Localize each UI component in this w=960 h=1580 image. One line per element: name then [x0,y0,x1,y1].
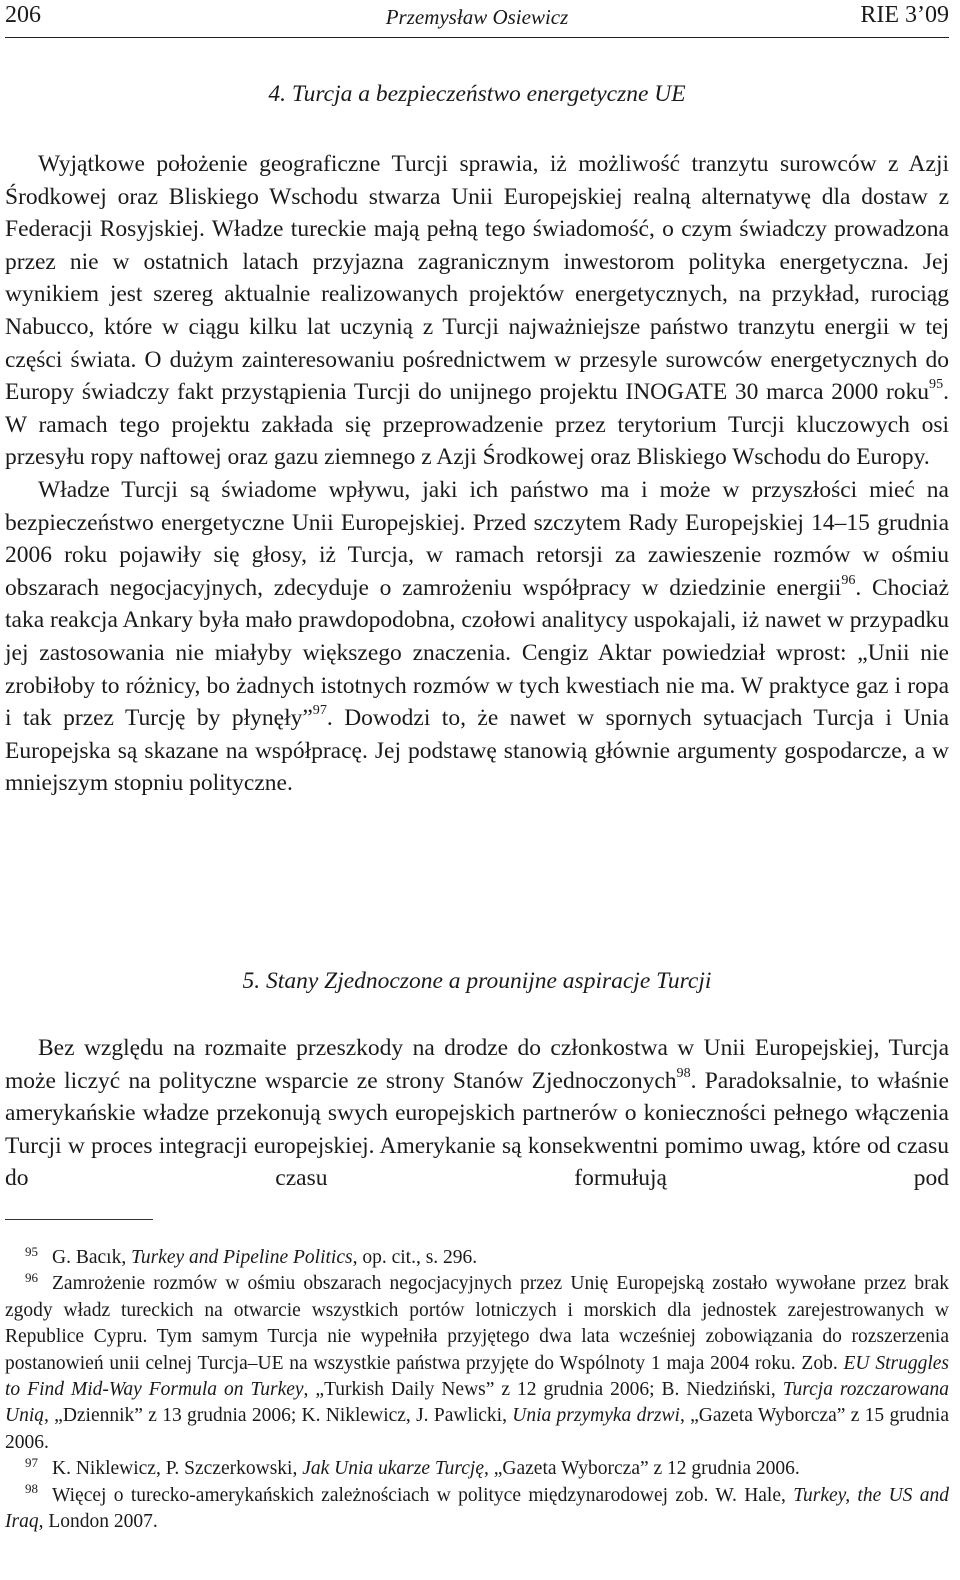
running-author: Przemysław Osiewicz [385,5,569,29]
section-5-paragraph-1: Bez względu na rozmaite przeszkody na drodze do członkostwa w Unii Europejskiej, Turcja może liczyć na polityczne wsparcie ze strony Stanów Zjednoczonych$^{98}$. Paradoksalnie, to właśnie amerykańskie władze przekonują swych europejskich partnerów o konieczności pełnego włączenia Turcji w proces integracji europejskiej. Amerykanie są konsekwentni pomimo uwag, które od czasu do czasu formułują pod [5,1035,949,1192]
section-5-heading: 5. Stany Zjednoczone a prounijne aspiracje Turcji [242,968,712,994]
footnote-ref-98[interactable]: 98 [676,1064,691,1081]
footnote-95: $^{95}$ G. Bacık, Turkey and Pipeline Politics, op. cit., s. 296. [25,1243,478,1268]
section-4-heading: 4. Turcja a bezpieczeństwo energetyczne UE [268,81,686,107]
footnote-96: $^{96}$ Zamrożenie rozmów w ośmiu obszarach negocjacyjnych przez Unię Europejską zostało wywołane przez brak zgody władz tureckich na otwarcie wszystkich portów lotniczych i morskich dla jednostek zarejestrowanych w Republice Cypru. Tym samym Turcja nie wypełniła przyjętego dwa lata wcześniej zobowiązania do rozszerzenia postanowień unii celnej Turcja–UE na wszystkie państwa przyjęte do Wspólnoty 1 maja 2004 roku. Zob. EU Struggles to Find Mid-Way Formula on Turkey, „Turkish Daily News” z 12 grudnia 2006; B. Niedziński, Turcja rozczarowana Unią, „Dziennik” z 13 grudnia 2006; K. Niklewicz, J. Pawlicki, Unia przymyka drzwi, „Gazeta Wyborcza” z 15 grudnia 2006. [5,1269,950,1453]
footnote-98: $^{98}$ Więcej o turecko-amerykańskich zależnościach w polityce międzynarodowej zob. W. Hale, Turkey, the US and Iraq, London 2007. [5,1481,949,1533]
section-4-body [5,148,949,800]
footnotes [5,1245,949,1535]
footnote-ref-95[interactable]: 95 [929,376,944,393]
section-5-body [5,1032,949,1195]
running-header [5,2,949,36]
footnote-ref-96[interactable]: 96 [841,571,856,588]
section-4-paragraph-1: Wyjątkowe położenie geograficzne Turcji sprawia, iż możliwość tranzytu surowców z Azji Środkowej oraz Bliskiego Wschodu stwarza Unii Europejskiej realną alternatywę dla dostaw z Federacji Rosyjskiej. Władze tureckie mają pełną tego świadomość, o czym świadczy prowadzona przez nie w ostatnich latach przyjazna zagranicznym inwestorom polityka energetyczna. Jej wynikiem jest szereg aktualnie realizowanych projektów energetycznych, na przykład, rurociąg Nabucco, które w ciągu kilku lat uczynią z Turcji najważniejsze państwo tranzytu energii w tej części świata. O dużym zainteresowaniu pośrednictwem w przesyle surowców energetycznych do Europy świadczy fakt przystąpienia Turcji do unijnego projektu INOGATE 30 marca 2000 roku$^{95}$. W ramach tego projektu zakłada się przeprowadzenie przez terytorium Turcji kluczowych osi przesyłu ropy naftowej oraz gazu ziemnego z Azji Środkowej oraz Bliskiego Wschodu do Europy. [5,151,949,471]
footnote-ref-97[interactable]: 97 [312,702,327,719]
footnote-rule [5,1219,153,1220]
document-page [5,0,949,1580]
section-4-paragraph-2: Władze Turcji są świadome wpływu, jaki ich państwo ma i może w przyszłości mieć na bezpieczeństwo energetyczne Unii Europejskiej. Przed szczytem Rady Europejskiej 14–15 grudnia 2006 roku pojawiły się głosy, iż Turcja, w ramach retorsji za zawieszenie rozmów w ośmiu obszarach negocjacyjnych, zdecyduje o zamrożeniu współpracy w dziedzinie energii$^{96}$. Chociaż taka reakcja Ankary była mało prawdopodobna, czołowi analitycy uspokajali, iż nawet w przypadku jej zastosowania nie miałyby większego znaczenia. Cengiz Aktar powiedział wprost: „Unii nie zrobiłoby to różnicy, bo żadnych istotnych rozmów w tych kwestiach nie ma. W praktyce gaz i ropa i tak przez Turcję by płynęły”$^{97}$. Dowodzi to, że nawet w spornych sytuacjach Turcja i Unia Europejska są skazane na współpracę. Jej podstawę stanowią głównie argumenty gospodarcze, a w mniejszym stopniu polityczne. [5,476,949,797]
journal-issue: RIE 3’09 [860,2,949,28]
header-rule [5,37,949,38]
footnote-97: $^{97}$ K. Niklewicz, P. Szczerkowski, Jak Unia ukarze Turcję, „Gazeta Wyborcza” z 12 grudnia 2006. [25,1454,800,1480]
page-number: 206 [5,2,41,28]
